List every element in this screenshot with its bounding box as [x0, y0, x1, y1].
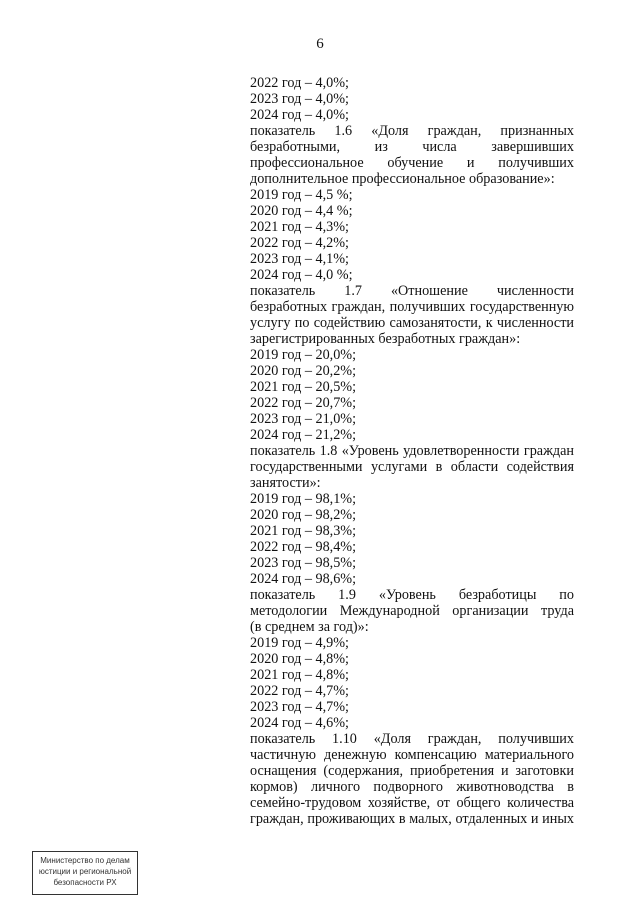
text-line: занятости»:: [250, 475, 321, 491]
text-line: 2024 год – 4,6%;: [250, 715, 349, 731]
text-line: зарегистрированных безработных граждан»:: [250, 331, 521, 347]
text-line: 2019 год – 20,0%;: [250, 347, 357, 363]
text-line: 2024 год – 4,0 %;: [250, 267, 353, 283]
text-line: 2022 год – 4,2%;: [250, 235, 349, 251]
text-line: 2021 год – 4,8%;: [250, 667, 349, 683]
text-line: 2020 год – 4,8%;: [250, 651, 349, 667]
text-line: показатель 1.9 «Уровень безработицы по: [250, 587, 574, 603]
text-line: 2023 год – 4,1%;: [250, 251, 349, 267]
text-line: 2022 год – 98,4%;: [250, 539, 357, 555]
text-line: показатель 1.6 «Доля граждан, признанных: [250, 123, 574, 139]
text-line: 2021 год – 20,5%;: [250, 379, 357, 395]
text-line: 2023 год – 21,0%;: [250, 411, 357, 427]
stamp-line: юстиции и региональной: [38, 867, 132, 876]
text-line: показатель 1.7 «Отношение численности: [250, 283, 574, 299]
text-line: 2024 год – 4,0%;: [250, 107, 349, 123]
text-line: 2023 год – 4,7%;: [250, 699, 349, 715]
text-line: семейно-трудовом хозяйстве, от общего количества: [250, 795, 574, 811]
text-line: показатель 1.8 «Уровень удовлетворенности граждан: [250, 443, 574, 459]
text-line: 2019 год – 98,1%;: [250, 491, 357, 507]
text-line: методологии Международной организации труда: [250, 603, 574, 619]
text-line: 2019 год – 4,9%;: [250, 635, 349, 651]
text-line: 2022 год – 20,7%;: [250, 395, 357, 411]
text-line: государственными услугами в области содействия: [250, 459, 574, 475]
text-line: граждан, проживающих в малых, отдаленных и иных: [250, 811, 574, 827]
text-line: 2024 год – 98,6%;: [250, 571, 357, 587]
stamp-line: безопасности РХ: [53, 878, 117, 887]
text-line: безработных граждан, получивших государственную: [250, 299, 574, 315]
text-line: 2020 год – 4,4 %;: [250, 203, 353, 219]
text-line: услугу по содействию самозанятости, к численности: [250, 315, 574, 331]
text-line: 2023 год – 4,0%;: [250, 91, 349, 107]
ministry-stamp: [32, 851, 138, 895]
text-line: дополнительное профессиональное образование»:: [250, 171, 555, 187]
text-line: частичную денежную компенсацию материального: [250, 747, 574, 763]
text-line: безработными, из числа завершивших: [250, 139, 574, 155]
text-line: 2023 год – 98,5%;: [250, 555, 357, 571]
text-line: 2021 год – 4,3%;: [250, 219, 349, 235]
text-line: оснащения (содержания, приобретения и заготовки: [250, 763, 574, 779]
text-line: показатель 1.10 «Доля граждан, получивших: [250, 731, 574, 747]
text-line: 2022 год – 4,0%;: [250, 75, 349, 91]
text-line: 2024 год – 21,2%;: [250, 427, 357, 443]
text-line: 2021 год – 98,3%;: [250, 523, 357, 539]
text-line: кормов) личного подворного животноводства в: [250, 779, 574, 795]
text-line: (в среднем за год)»:: [250, 619, 369, 635]
page-number: 6: [316, 36, 324, 52]
text-line: 2020 год – 20,2%;: [250, 363, 357, 379]
text-line: 2022 год – 4,7%;: [250, 683, 349, 699]
text-line: 2020 год – 98,2%;: [250, 507, 357, 523]
text-line: 2019 год – 4,5 %;: [250, 187, 353, 203]
stamp-line: Министерство по делам: [40, 856, 130, 865]
document-body: [250, 75, 574, 827]
text-line: профессиональное обучение и получивших: [250, 155, 574, 171]
